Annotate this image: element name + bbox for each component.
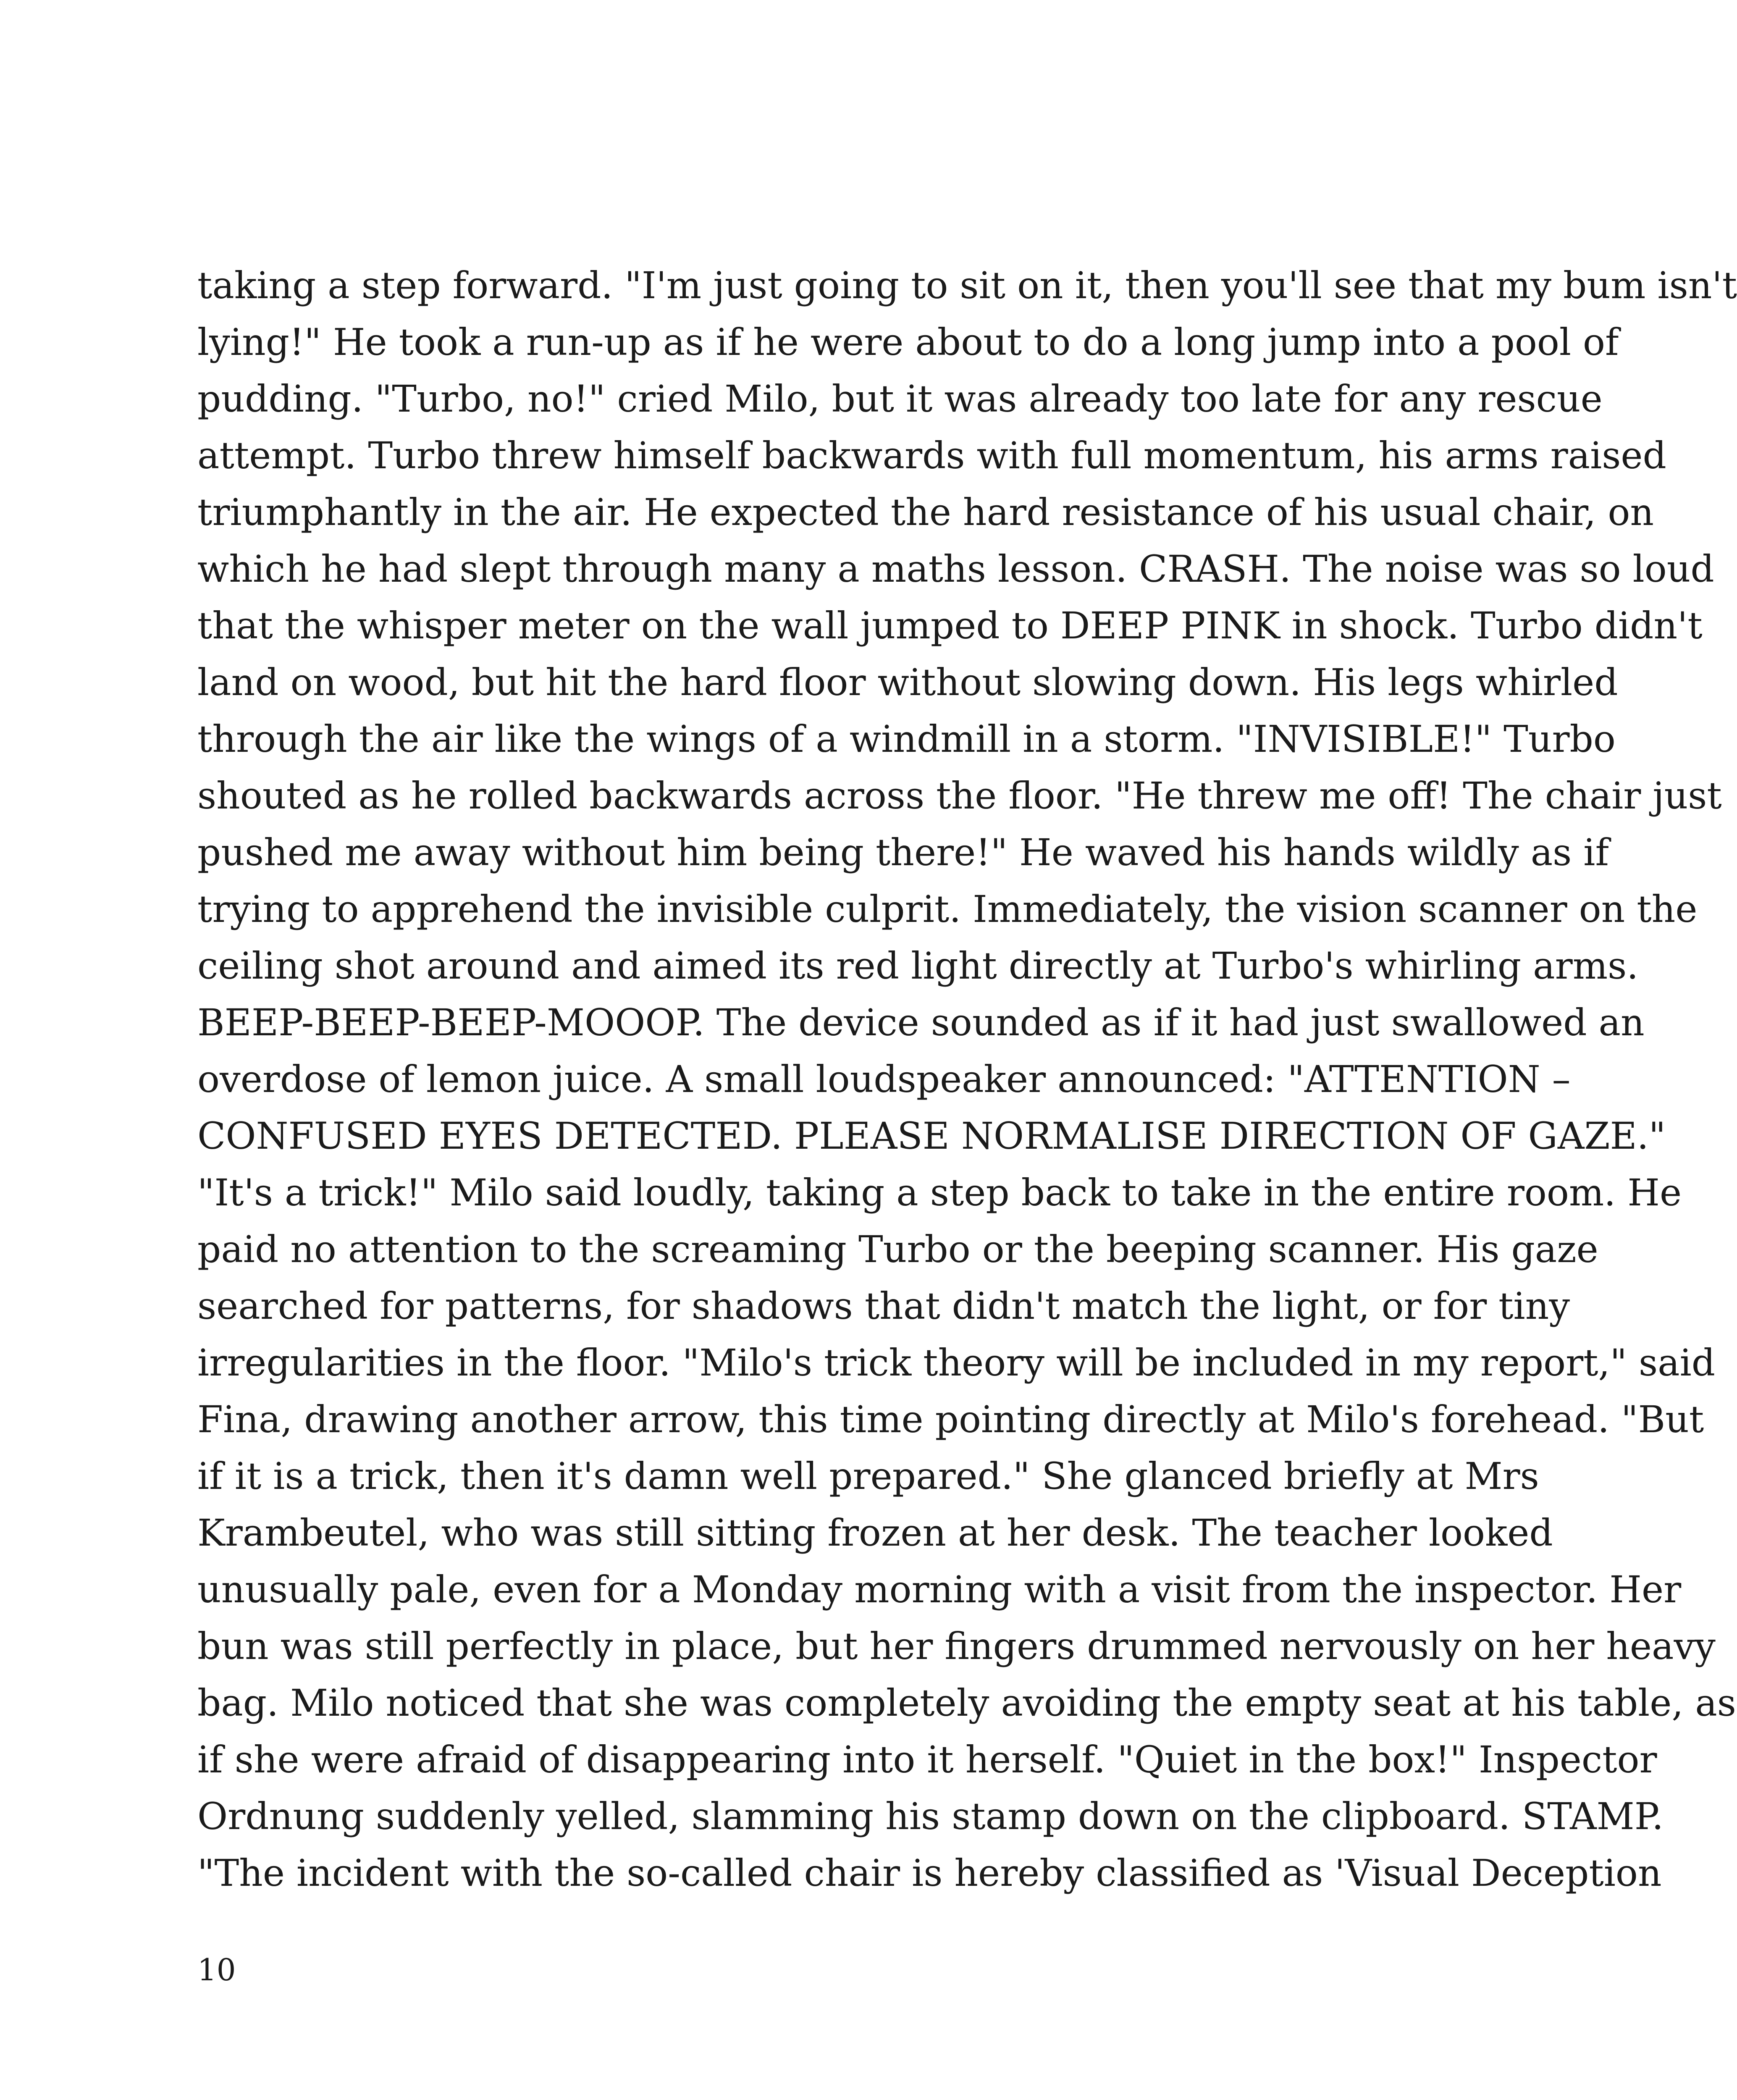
text-line: land on wood, but hit the hard floor without slowing down. His legs whirled [197,661,1618,704]
text-line: paid no attention to the screaming Turbo or the beeping scanner. His gaze [197,1228,1598,1271]
text-line: Krambeutel, who was still sitting frozen at her desk. The teacher looked [197,1511,1553,1554]
text-line: shouted as he rolled backwards across the floor. "He threw me off! The chair just [197,774,1722,817]
text-line: triumphantly in the air. He expected the hard resistance of his usual chair, on [197,491,1654,534]
text-line: Fina, drawing another arrow, this time pointing directly at Milo's forehead. "But [197,1398,1704,1441]
text-line: attempt. Turbo threw himself backwards with full momentum, his arms raised [197,434,1666,477]
text-line: which he had slept through many a maths lesson. CRASH. The noise was so loud [197,547,1714,591]
text-line: CONFUSED EYES DETECTED. PLEASE NORMALISE DIRECTION OF GAZE." [197,1114,1666,1158]
body-text [197,257,1737,1901]
text-line: searched for patterns, for shadows that didn't match the light, or for tiny [197,1284,1570,1328]
text-line: bun was still perfectly in place, but her fingers drummed nervously on her heavy [197,1625,1716,1668]
text-line: ceiling shot around and aimed its red light directly at Turbo's whirling arms. [197,944,1639,987]
text-line: pushed me away without him being there!" He waved his hands wildly as if [197,831,1609,874]
text-line: bag. Milo noticed that she was completely avoiding the empty seat at his table, as [197,1681,1736,1725]
text-line: pudding. "Turbo, no!" cried Milo, but it was already too late for any rescue [197,377,1603,420]
text-line: BEEP-BEEP-BEEP-MOOOP. The device sounded as if it had just swallowed an [197,1001,1645,1044]
text-line: overdose of lemon juice. A small loudspeaker announced: "ATTENTION – [197,1058,1571,1101]
text-line: through the air like the wings of a windmill in a storm. "INVISIBLE!" Turbo [197,717,1616,761]
text-line: taking a step forward. "I'm just going to sit on it, then you'll see that my bum isn't [197,264,1737,307]
text-line: unusually pale, even for a Monday morning with a visit from the inspector. Her [197,1568,1682,1611]
text-line: that the whisper meter on the wall jumped to DEEP PINK in shock. Turbo didn't [197,604,1703,647]
text-line: Ordnung suddenly yelled, slamming his stamp down on the clipboard. STAMP. [197,1795,1664,1838]
text-line: if she were afraid of disappearing into it herself. "Quiet in the box!" Inspector [197,1738,1657,1781]
text-line: "It's a trick!" Milo said loudly, taking a step back to take in the entire room. He [197,1171,1682,1214]
text-line: irregularities in the floor. "Milo's trick theory will be included in my report," said [197,1341,1716,1384]
page-number: 10 [197,1952,236,1987]
text-line: "The incident with the so-called chair is hereby classified as 'Visual Deception [197,1851,1662,1895]
text-line: if it is a trick, then it's damn well prepared." She glanced briefly at Mrs [197,1454,1539,1498]
text-line: trying to apprehend the invisible culprit. Immediately, the vision scanner on the [197,887,1698,931]
text-line: lying!" He took a run-up as if he were about to do a long jump into a pool of [197,320,1619,364]
